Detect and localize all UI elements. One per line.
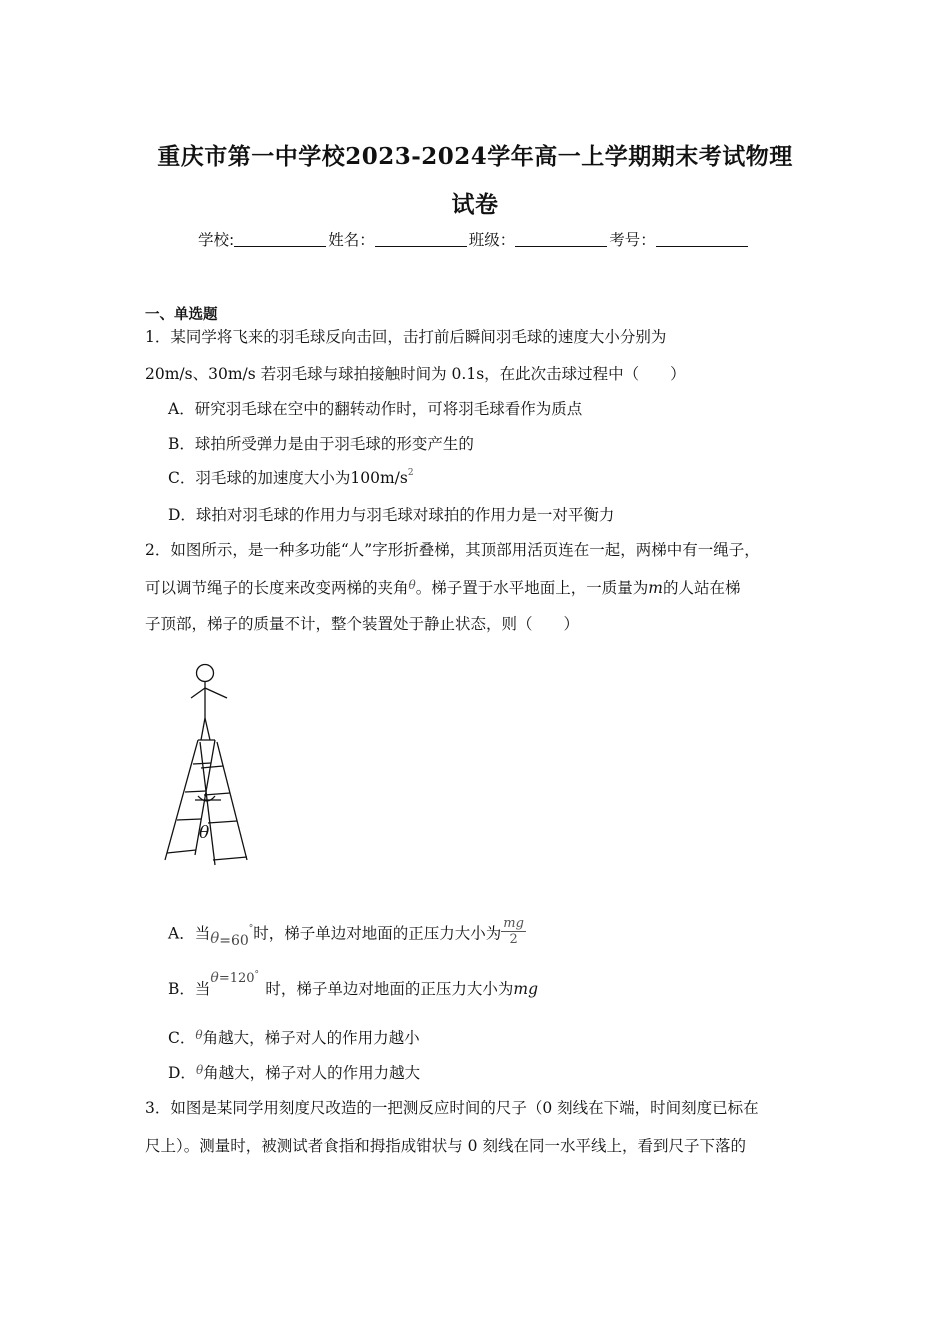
name-blank[interactable]	[375, 232, 467, 247]
figure-theta-label: θ	[199, 823, 210, 843]
q2-option-c-label: C．	[168, 1029, 196, 1047]
q1-option-c	[168, 468, 414, 491]
right-ladder	[200, 742, 247, 865]
class-blank[interactable]	[515, 232, 607, 247]
q1-stem-line2: 20m/s、30m/s 若羽毛球与球拍接触时间为 0.1s，在此次击球过程中（ ）	[145, 365, 686, 383]
person-right-leg	[205, 718, 210, 740]
q2-option-c-text: 角越大，梯子对人的作用力越小	[202, 1029, 420, 1047]
school-label: 学校:	[198, 231, 235, 249]
mg-symbol: mg	[513, 980, 539, 998]
fraction-numerator: mg	[503, 916, 524, 931]
q2-option-a	[168, 916, 526, 950]
theta-symbol: θ	[195, 1063, 204, 1077]
theta-symbol: θ	[408, 578, 416, 592]
fraction-denominator: 2	[509, 932, 518, 947]
q1-option-c-exponent: 2	[407, 468, 414, 478]
school-blank[interactable]	[234, 232, 326, 247]
q2-option-a-angle: =60	[219, 932, 249, 949]
theta-symbol: θ	[195, 1028, 203, 1042]
exam-title-line1: 重庆市第一中学校2023-2024学年高一上学期期末考试物理	[157, 143, 793, 170]
q2-stem-line2	[145, 578, 740, 599]
q2-option-b-text: 时，梯子单边对地面的正压力大小为	[265, 980, 514, 998]
class-label: 班级：	[468, 231, 516, 249]
q2-option-b	[168, 970, 539, 1002]
exam-title-line2: 试卷	[451, 191, 499, 218]
number-label: 考号：	[609, 231, 656, 249]
ladder-figure	[155, 660, 265, 870]
q1-stem-line1: 1．某同学将飞来的羽毛球反向击回，击打前后瞬间羽毛球的速度大小分别为	[145, 328, 667, 346]
q2-option-a-label: A．当	[168, 924, 211, 943]
degree-symbol: °	[248, 923, 254, 934]
mass-symbol: m	[648, 579, 663, 597]
q1-option-c-value: 100m/s	[350, 469, 408, 487]
q2-stem-line2-b: 。梯子置于水平地面上，一质量为	[415, 579, 649, 597]
q2-stem-line1: 2．如图所示，是一种多功能“人”字形折叠梯，其顶部用活页连在一起，两梯中有一绳子，	[145, 541, 760, 559]
q1-option-b: B．球拍所受弹力是由于羽毛球的形变产生的	[168, 435, 474, 453]
q1-option-d: D．球拍对羽毛球的作用力与羽毛球对球拍的作用力是一对平衡力	[168, 506, 615, 524]
number-blank[interactable]	[656, 232, 748, 247]
q2-option-c	[168, 1028, 420, 1049]
q2-option-b-angle: =120	[218, 971, 255, 986]
q2-option-d-label: D．	[168, 1064, 196, 1082]
q2-stem-line3: 子顶部，梯子的质量不计，整个装置处于静止状态，则（ ）	[145, 615, 580, 633]
q2-option-b-label: B．当	[168, 980, 211, 998]
person-right-arm	[205, 688, 227, 698]
q1-option-c-text: C．羽毛球的加速度大小为	[168, 469, 351, 487]
name-label: 姓名：	[328, 231, 375, 249]
q2-stem-line2-c: 的人站在梯	[662, 579, 741, 597]
q2-stem-line2-a: 可以调节绳子的长度来改变两梯的夹角	[145, 579, 409, 597]
q2-option-a-text: 时，梯子单边对地面的正压力大小为	[253, 924, 502, 943]
q2-option-d-text: 角越大，梯子对人的作用力越大	[203, 1064, 421, 1082]
degree-symbol: °	[254, 970, 260, 980]
person-left-arm	[191, 688, 205, 698]
person-head	[197, 665, 214, 682]
q2-option-b-angle-group	[210, 967, 265, 990]
q2-option-d	[168, 1063, 420, 1084]
q3-stem-line2: 尺上）。测量时，被测试者食指和拇指成钳状与 0 刻线在同一水平线上，看到尺子下落的	[145, 1137, 746, 1155]
student-info-row	[198, 228, 750, 250]
q1-option-a: A．研究羽毛球在空中的翻转动作时，可将羽毛球看作为质点	[168, 400, 583, 418]
q3-stem-line1: 3．如图是某同学用刻度尺改造的一把测反应时间的尺子（0 刻线在下端，时间刻度已标在	[145, 1099, 759, 1117]
mg-over-2-fraction	[501, 916, 526, 947]
person-left-leg	[201, 718, 205, 740]
theta-symbol: θ	[210, 970, 219, 986]
section-heading: 一、单选题	[145, 307, 218, 323]
theta-symbol: θ	[210, 928, 220, 947]
